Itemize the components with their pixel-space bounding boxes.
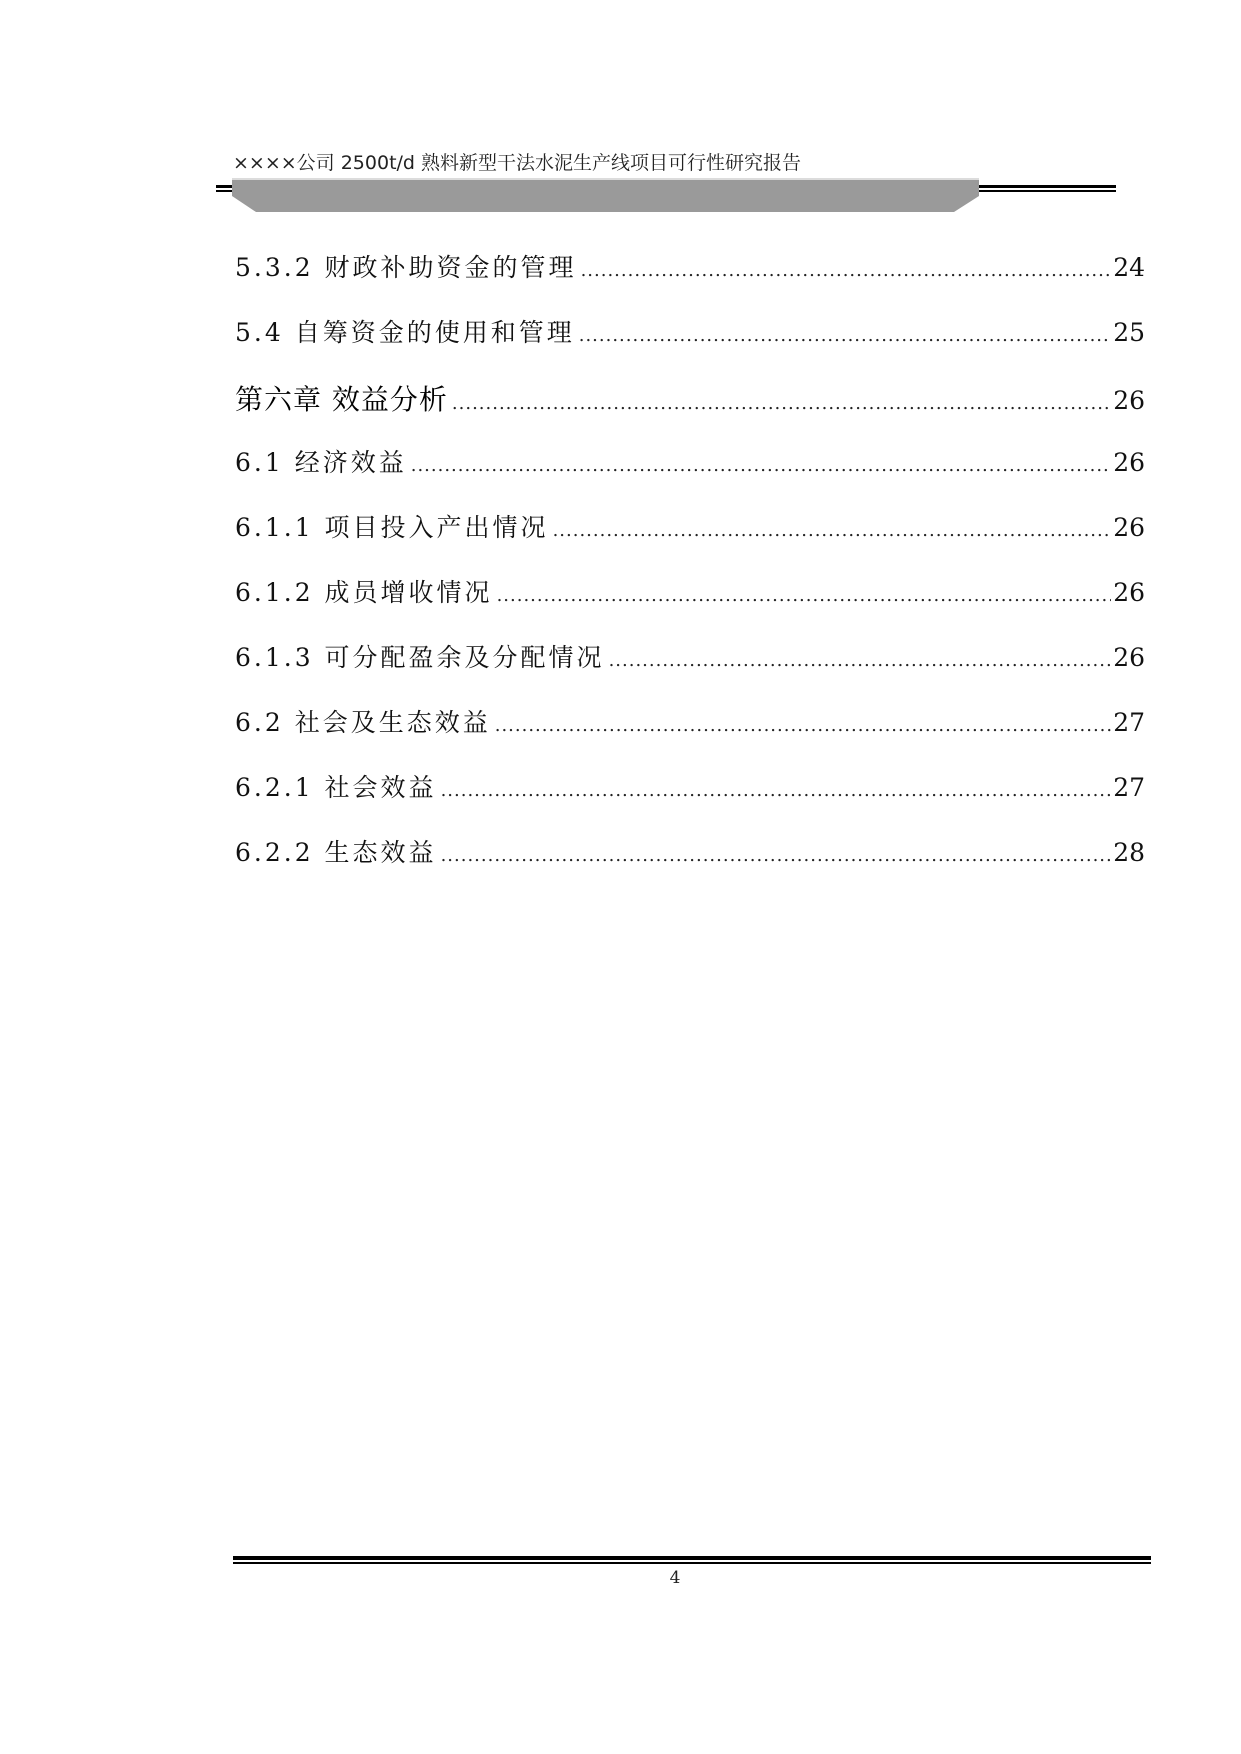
toc-entry-page: 27	[1113, 708, 1145, 737]
footer-rule	[233, 1556, 1151, 1566]
toc-chapter-entry[interactable]	[235, 378, 1145, 443]
toc-entry-page: 28	[1113, 838, 1145, 867]
toc-entry-page: 24	[1113, 253, 1145, 282]
toc-dot-leader	[452, 393, 1111, 414]
toc-entry-page: 27	[1113, 773, 1145, 802]
toc-entry[interactable]	[235, 768, 1145, 833]
toc-entry[interactable]	[235, 833, 1145, 898]
toc-entry[interactable]	[235, 443, 1145, 508]
toc-entry-label: 6.1.2 成员增收情况	[235, 578, 493, 607]
toc-entry[interactable]	[235, 703, 1145, 768]
toc-entry-page: 25	[1113, 318, 1145, 347]
toc-dot-leader	[497, 585, 1112, 606]
toc-entry-label: 5.4 自筹资金的使用和管理	[235, 318, 575, 347]
toc-dot-leader	[579, 325, 1111, 346]
toc-dot-leader	[581, 260, 1112, 281]
toc-dot-leader	[609, 650, 1112, 671]
toc-entry-label: 6.2.1 社会效益	[235, 773, 437, 802]
toc-entry-page: 26	[1113, 386, 1145, 415]
toc-dot-leader	[441, 845, 1112, 866]
toc-entry[interactable]	[235, 508, 1145, 573]
toc-entry-page: 26	[1113, 448, 1145, 477]
toc-entry-page: 26	[1113, 513, 1145, 542]
toc-dot-leader	[553, 520, 1112, 541]
toc-entry-label: 6.1.3 可分配盈余及分配情况	[235, 643, 605, 672]
toc-entry[interactable]	[235, 248, 1145, 313]
header-decorative-bar	[216, 176, 1116, 216]
report-title: ××××公司 2500t/d 熟料新型干法水泥生产线项目可行性研究报告	[233, 152, 802, 174]
toc-entry[interactable]	[235, 313, 1145, 378]
toc-dot-leader	[441, 780, 1112, 801]
toc-entry-page: 26	[1113, 643, 1145, 672]
toc-entry-label: 6.2.2 生态效益	[235, 838, 437, 867]
toc-entry[interactable]	[235, 638, 1145, 703]
toc-entry-label: 6.2 社会及生态效益	[235, 708, 491, 737]
page-number: 4	[669, 1568, 681, 1588]
toc-entry-page: 26	[1113, 578, 1145, 607]
toc-entry-label: 6.1 经济效益	[235, 448, 407, 477]
table-of-contents	[235, 248, 1145, 898]
toc-dot-leader	[411, 455, 1111, 476]
toc-entry-label: 6.1.1 项目投入产出情况	[235, 513, 549, 542]
toc-entry-label: 5.3.2 财政补助资金的管理	[235, 253, 577, 282]
toc-entry[interactable]	[235, 573, 1145, 638]
toc-chapter-label: 第六章 效益分析	[235, 383, 448, 416]
toc-dot-leader	[495, 715, 1111, 736]
